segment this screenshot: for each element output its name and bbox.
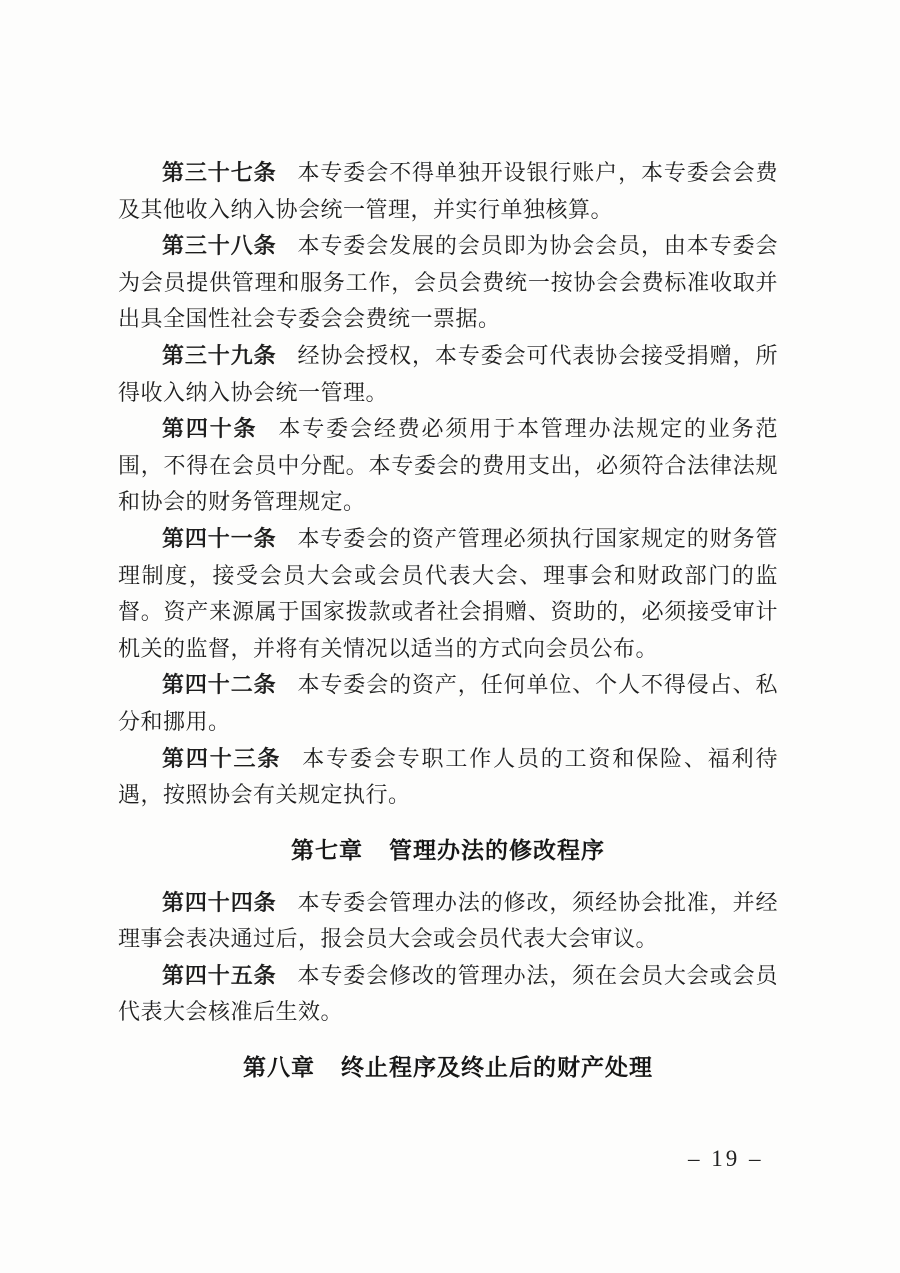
article-text: 经协会授权，本专委会可代表协会接受捐赠，所得收入纳入协会统一管理。 — [118, 342, 778, 405]
article-text: 本专委会发展的会员即为协会会员，由本专委会为会员提供管理和服务工作，会员会费统一按协会会费标准收取并出具全国性社会专委会会费统一票据。 — [118, 233, 778, 332]
article-number: 第三十八条 — [162, 233, 277, 259]
article-number: 第四十三条 — [162, 745, 282, 771]
article-text: 本专委会的资产管理必须执行国家规定的财务管理制度，接受会员大会或会员代表大会、理事会和财政部门的监督。资产来源属于国家拨款或者社会捐赠、资助的，必须接受审计机关的监督，并将有关情况以适当的方式向会员公布。 — [118, 525, 778, 661]
article-text: 本专委会的资产，任何单位、个人不得侵占、私分和挪用。 — [118, 672, 778, 734]
article-number: 第四十四条 — [162, 889, 277, 915]
chapter-heading-8 — [118, 1051, 778, 1084]
chapter-number: 第七章 — [291, 836, 363, 863]
chapter-title: 管理办法的修改程序 — [389, 836, 605, 863]
page-number: – 19 – — [688, 1146, 764, 1171]
article-paragraph-39 — [118, 338, 778, 411]
article-paragraph-41 — [118, 521, 778, 667]
article-text: 本专委会经费必须用于本管理办法规定的业务范围，不得在会员中分配。本专委会的费用支出，必须符合法律法规和协会的财务管理规定。 — [118, 416, 778, 515]
article-text: 本专委会专职工作人员的工资和保险、福利待遇，按照协会有关规定执行。 — [118, 745, 778, 808]
article-number: 第四十五条 — [162, 962, 277, 988]
article-number: 第四十条 — [162, 416, 258, 442]
article-paragraph-45 — [118, 958, 778, 1031]
chapter-title: 终止程序及终止后的财产处理 — [341, 1054, 653, 1081]
article-paragraph-44 — [118, 885, 778, 958]
article-paragraph-40 — [118, 411, 778, 521]
article-paragraph-42 — [118, 667, 778, 740]
chapter-heading-7 — [118, 834, 778, 867]
document-body — [118, 155, 778, 1102]
article-paragraph-37 — [118, 155, 778, 228]
article-paragraph-38 — [118, 228, 778, 338]
article-text: 本专委会管理办法的修改，须经协会批准，并经理事会表决通过后，报会员大会或会员代表大会审议。 — [118, 889, 778, 952]
article-text: 本专委会不得单独开设银行账户，本专委会会费及其他收入纳入协会统一管理，并实行单独核算。 — [118, 160, 778, 222]
article-number: 第四十一条 — [162, 525, 277, 551]
article-text: 本专委会修改的管理办法，须在会员大会或会员代表大会核准后生效。 — [118, 962, 778, 1025]
article-paragraph-43 — [118, 741, 778, 814]
article-number: 第三十九条 — [162, 342, 277, 368]
article-number: 第四十二条 — [162, 672, 277, 698]
article-number: 第三十七条 — [162, 160, 277, 185]
chapter-number: 第八章 — [243, 1054, 315, 1081]
